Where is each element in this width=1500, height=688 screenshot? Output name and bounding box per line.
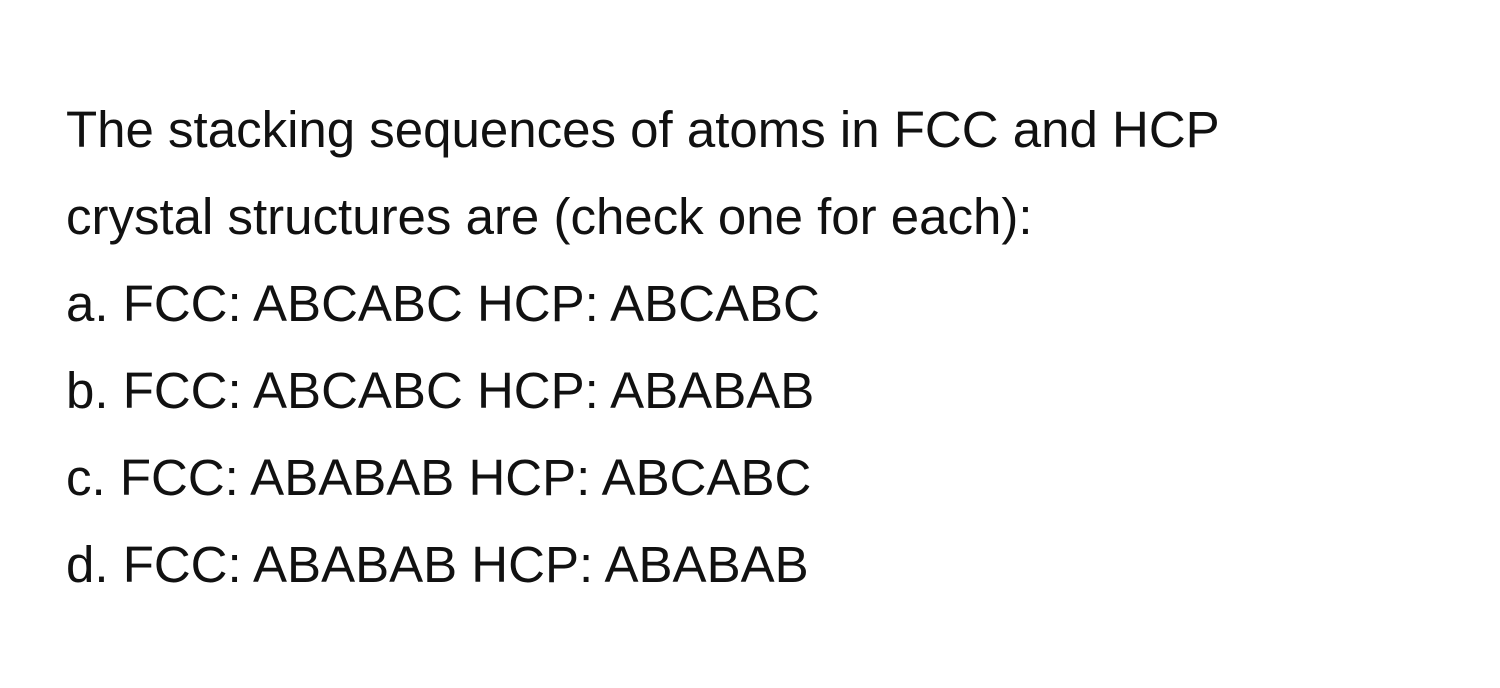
question-text (66, 86, 1446, 260)
option-d[interactable]: d. FCC: ABABAB HCP: ABABAB (66, 536, 809, 593)
answer-options (66, 260, 1446, 608)
question-line-1: The stacking sequences of atoms in FCC and HCP (66, 101, 1220, 158)
question-line-2: crystal structures are (check one for each): (66, 188, 1033, 245)
option-c[interactable]: c. FCC: ABABAB HCP: ABCABC (66, 449, 812, 506)
question-block (66, 86, 1446, 608)
option-a[interactable]: a. FCC: ABCABC HCP: ABCABC (66, 275, 820, 332)
option-b[interactable]: b. FCC: ABCABC HCP: ABABAB (66, 362, 815, 419)
